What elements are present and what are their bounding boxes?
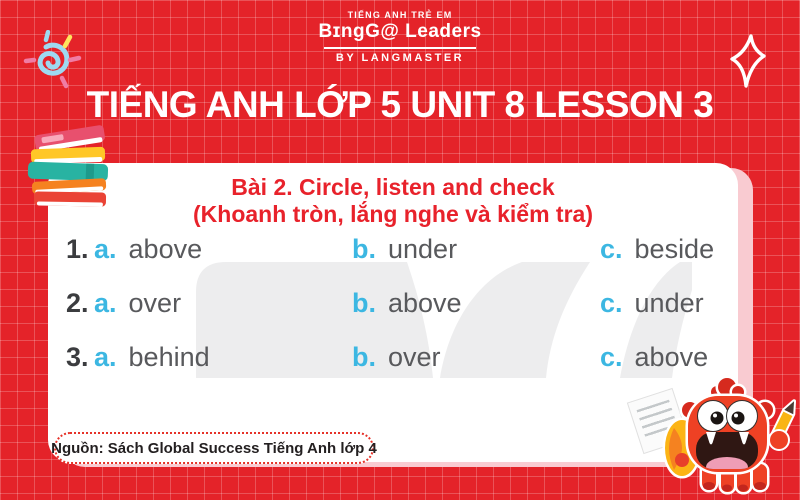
option-letter: b. (352, 342, 376, 372)
logo-brand-name: BɪngG@ Leaders (318, 21, 482, 43)
option-word: under (388, 234, 458, 264)
option-word: above (634, 342, 709, 372)
brand-logo (0, 10, 800, 65)
option-letter: b. (352, 288, 376, 318)
option-3a (94, 339, 210, 375)
option-3b (352, 339, 441, 375)
logo-tagline: TIẾNG ANH TRẺ EM (347, 10, 453, 20)
option-letter: a. (94, 288, 117, 318)
question-row-2 (48, 285, 738, 321)
option-2a (94, 285, 181, 321)
option-word: behind (128, 342, 210, 372)
question-row-1 (48, 231, 738, 267)
option-letter: c. (600, 342, 623, 372)
option-1b (352, 231, 457, 267)
option-word: over (388, 342, 441, 372)
source-note-badge: Nguồn: Sách Global Success Tiếng Anh lớp 4 (54, 432, 374, 464)
option-letter: b. (352, 234, 376, 264)
option-3c (600, 339, 708, 375)
question-row-3 (48, 339, 738, 375)
option-letter: c. (600, 234, 623, 264)
option-word: beside (634, 234, 715, 264)
exercise-heading-en: Bài 2. Circle, listen and check (231, 174, 555, 200)
option-letter: a. (94, 342, 117, 372)
option-1c (600, 231, 714, 267)
option-letter: a. (94, 234, 117, 264)
page-title: TIẾNG ANH LỚP 5 UNIT 8 LESSON 3 (86, 84, 714, 125)
option-word: above (388, 288, 462, 318)
logo-byline: BY LANGMASTER (335, 52, 465, 65)
option-letter: c. (600, 288, 623, 318)
question-number: 3. (66, 342, 89, 372)
spiral-sun-doodle-icon (18, 30, 90, 96)
option-word: above (128, 234, 203, 264)
option-1a (94, 231, 202, 267)
exercise-heading-vi: (Khoanh tròn, lắng nghe và kiểm tra) (193, 201, 593, 227)
books-stack-icon (22, 122, 118, 208)
option-word: under (634, 288, 704, 318)
sparkle-star-icon (726, 32, 774, 90)
option-2c (600, 285, 704, 321)
question-number: 1. (66, 234, 89, 264)
option-word: over (128, 288, 182, 318)
option-2b (352, 285, 462, 321)
monster-mascot-icon (660, 372, 800, 498)
logo-divider (324, 47, 476, 49)
question-number: 2. (66, 288, 89, 318)
